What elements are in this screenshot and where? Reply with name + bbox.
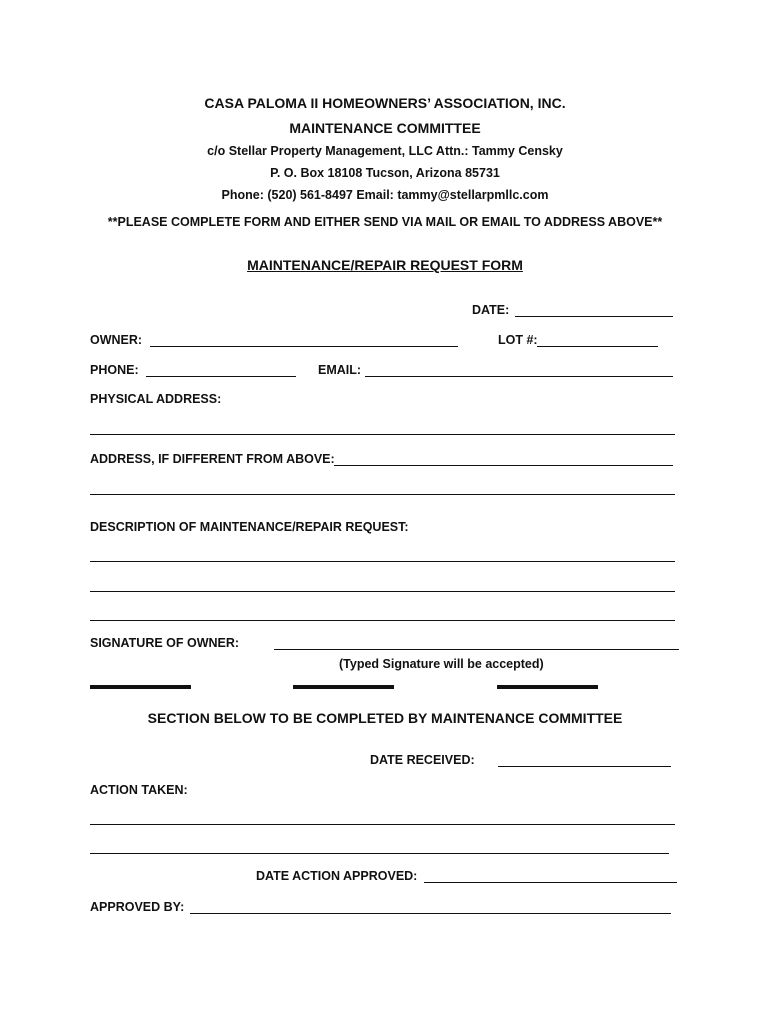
owner-field[interactable] (150, 346, 458, 347)
email-field[interactable] (365, 376, 673, 377)
phone-label: PHONE: (90, 363, 139, 377)
separator-bar-right (497, 685, 598, 689)
alt-address-field[interactable] (334, 465, 673, 466)
signature-field[interactable] (274, 649, 679, 650)
description-line-3[interactable] (90, 620, 675, 621)
owner-label: OWNER: (90, 333, 143, 347)
action-taken-line-1[interactable] (90, 824, 675, 825)
date-received-field[interactable] (498, 766, 671, 767)
date-action-approved-label: DATE ACTION APPROVED: (256, 869, 418, 883)
lot-field[interactable] (537, 346, 658, 347)
po-box-line: P. O. Box 18108 Tucson, Arizona 85731 (270, 166, 500, 180)
signature-label: SIGNATURE OF OWNER: (90, 636, 240, 650)
contact-line: Phone: (520) 561-8497 Email: tammy@stellarpmllc.com (221, 188, 549, 202)
alt-address-label: ADDRESS, IF DIFFERENT FROM ABOVE: (90, 452, 335, 466)
care-of-line: c/o Stellar Property Management, LLC Attn.: Tammy Censky (207, 144, 563, 158)
separator-bar-left (90, 685, 191, 689)
action-taken-label: ACTION TAKEN: (90, 783, 188, 797)
description-line-1[interactable] (90, 561, 675, 562)
date-received-label: DATE RECEIVED: (370, 753, 475, 767)
description-line-2[interactable] (90, 591, 675, 592)
description-label: DESCRIPTION OF MAINTENANCE/REPAIR REQUEST: (90, 520, 409, 534)
committee-name: MAINTENANCE COMMITTEE (289, 120, 481, 136)
alt-address-field-line2[interactable] (90, 494, 675, 495)
phone-field[interactable] (146, 376, 296, 377)
approved-by-label: APPROVED BY: (90, 900, 185, 914)
org-name: CASA PALOMA II HOMEOWNERS’ ASSOCIATION, INC. (204, 95, 566, 111)
approved-by-field[interactable] (190, 913, 671, 914)
committee-section-heading: SECTION BELOW TO BE COMPLETED BY MAINTENANCE COMMITTEE (147, 710, 623, 726)
physical-address-field[interactable] (90, 434, 675, 435)
date-field[interactable] (515, 316, 673, 317)
email-label: EMAIL: (318, 363, 362, 377)
signature-note: (Typed Signature will be accepted) (339, 657, 544, 671)
lot-label: LOT #: (498, 333, 538, 347)
date-action-approved-field[interactable] (424, 882, 677, 883)
instruction-line: **PLEASE COMPLETE FORM AND EITHER SEND VIA MAIL OR EMAIL TO ADDRESS ABOVE** (107, 215, 663, 229)
date-label: DATE: (472, 303, 510, 317)
physical-address-label: PHYSICAL ADDRESS: (90, 392, 222, 406)
action-taken-line-2[interactable] (90, 853, 669, 854)
form-title: MAINTENANCE/REPAIR REQUEST FORM (247, 257, 523, 273)
separator-bar-center (293, 685, 394, 689)
